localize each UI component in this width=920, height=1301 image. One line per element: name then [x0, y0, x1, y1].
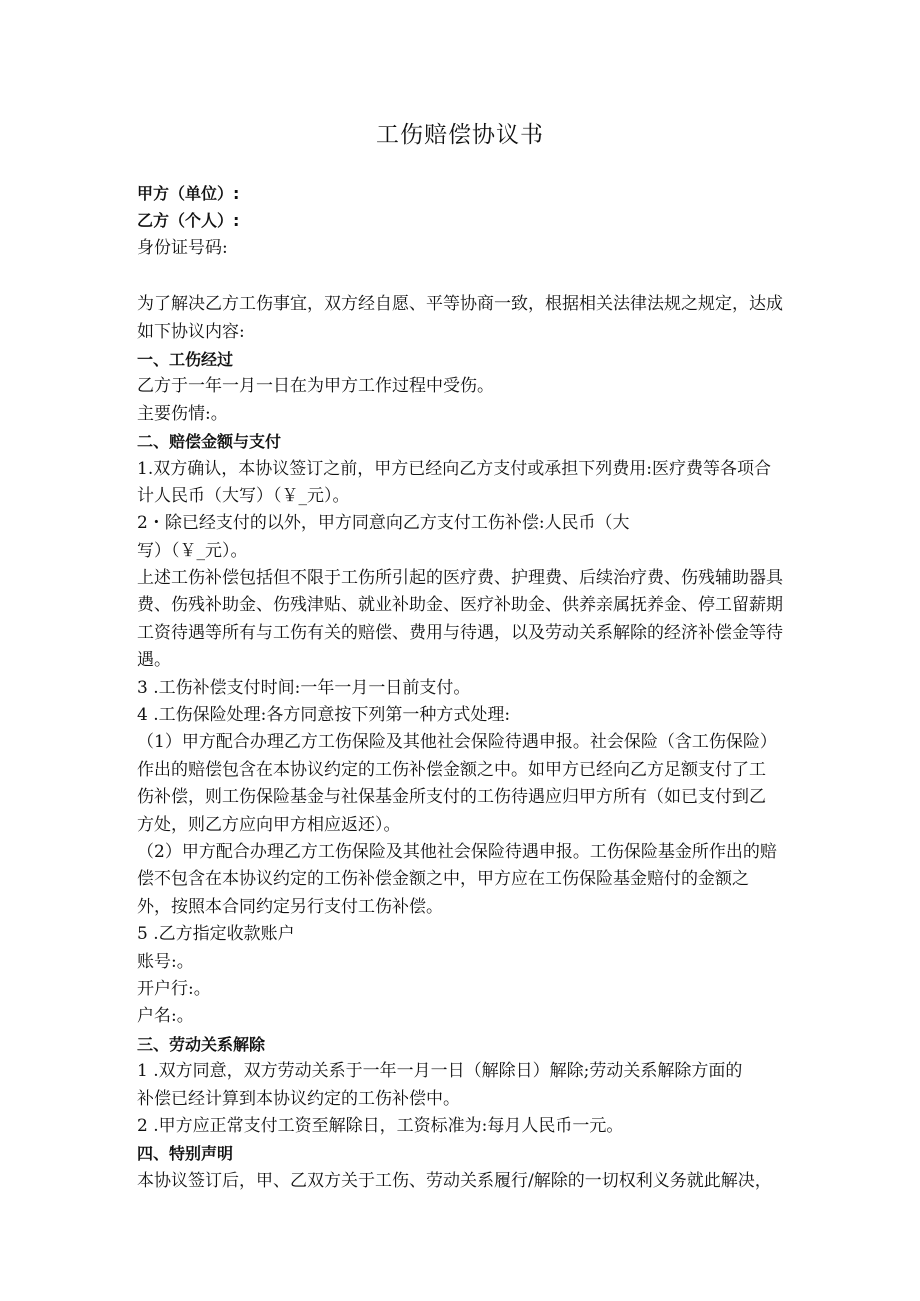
section-1-heading: 一、工伤经过	[137, 349, 234, 369]
clause-3-1-line-1: 1 .双方同意，双方劳动关系于一年一月一日（解除日）解除;劳动关系解除方面的	[137, 1061, 743, 1082]
intro-line-2: 如下协议内容:	[137, 321, 245, 342]
option-1-line-4: 方处，则乙方应向甲方相应返还）。	[137, 814, 401, 835]
account-number-line: 账号:。	[137, 951, 194, 972]
compensation-scope-line-2: 费、伤残补助金、伤残津贴、就业补助金、医疗补助金、供养亲属抚养金、停工留薪期	[137, 595, 783, 616]
compensation-scope-line-4: 遇。	[137, 650, 171, 671]
clause-3-1-line-2: 补偿已经计算到本协议约定的工伤补偿中。	[137, 1088, 460, 1109]
option-2-line-2: 偿不包含在本协议约定的工伤补偿金额之中，甲方应在工伤保险基金赔付的金额之	[137, 869, 749, 890]
section-1-paragraph: 乙方于一年一月一日在为甲方工作过程中受伤。	[137, 376, 494, 397]
option-1-line-2: 作出的赔偿包含在本协议约定的工伤补偿金额之中。如甲方已经向乙方足额支付了工	[137, 759, 766, 780]
clause-2-4: 4 .工伤保险处理:各方同意按下列第一种方式处理:	[137, 705, 511, 726]
compensation-scope-line-3: 工资待遇等所有与工伤有关的赔偿、费用与待遇，以及劳动关系解除的经济补偿金等待	[137, 622, 783, 643]
section-3-heading: 三、劳动关系解除	[137, 1034, 266, 1054]
option-1-line-3: 伤补偿，则工伤保险基金与社保基金所支付的工伤待遇应归甲方所有（如已支付到乙	[137, 787, 766, 808]
compensation-scope-line-1: 上述工伤补偿包括但不限于工伤所引起的医疗费、护理费、后续治疗费、伤残辅助器具	[137, 568, 783, 589]
option-2-line-3: 外，按照本合同约定另行支付工伤补偿。	[137, 896, 443, 917]
section-2-heading: 二、赔偿金额与支付	[137, 432, 282, 452]
document-body	[137, 180, 837, 1195]
clause-2-1-line-1: 1.双方确认，本协议签订之前，甲方已经向乙方支付或承担下列费用:医疗费等各项合	[137, 458, 771, 479]
clause-2-5: 5 .乙方指定收款账户	[137, 924, 295, 945]
party-b-line: 乙方（个人）:	[137, 211, 240, 231]
party-a-line: 甲方（单位）:	[137, 184, 240, 203]
intro-line-1: 为了解决乙方工伤事宜，双方经自愿、平等协商一致，根据相关法律法规之规定，达成	[137, 294, 783, 315]
bank-line: 开户行:。	[137, 978, 211, 999]
clause-3-2: 2 .甲方应正常支付工资至解除日，工资标准为:每月人民币一元。	[137, 1115, 624, 1136]
document-title: 工伤赔偿协议书	[376, 122, 544, 148]
clause-2-1-line-2: 计人民币（大写）（￥_元）。	[137, 485, 350, 506]
clause-2-2-line-1: 2・除已经支付的以外，甲方同意向乙方支付工伤补偿:人民币（大	[137, 513, 630, 534]
section-4-paragraph: 本协议签订后，甲、乙双方关于工伤、劳动关系履行/解除的一切权利义务就此解决，	[137, 1170, 772, 1191]
account-name-line: 户名:。	[137, 1006, 194, 1027]
option-1-line-1: （1）甲方配合办理乙方工伤保险及其他社会保险待遇申报。社会保险（含工伤保险）	[137, 732, 777, 753]
clause-2-3: 3 .工伤补偿支付时间:一年一月一日前支付。	[137, 677, 471, 698]
section-4-heading: 四、特别声明	[137, 1144, 234, 1164]
injury-line: 主要伤情:。	[137, 403, 228, 424]
id-number-line: 身份证号码:	[137, 237, 228, 258]
clause-2-2-line-2: 写）（￥_元）。	[137, 540, 248, 561]
option-2-line-1: （2）甲方配合办理乙方工伤保险及其他社会保险待遇申报。工伤保险基金所作出的赔	[137, 841, 777, 862]
